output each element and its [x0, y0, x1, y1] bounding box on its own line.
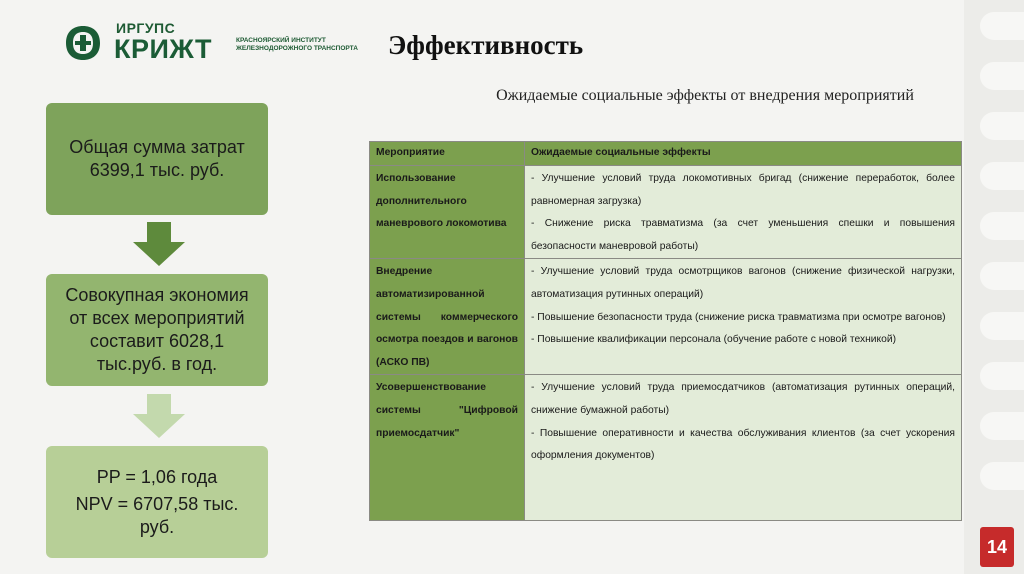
effect-item: - Снижение риска травматизма (за счет уменьшения спешки и повышения безопасности маневровой работы): [531, 218, 955, 252]
total-savings-box: [46, 274, 268, 386]
table-row: [370, 166, 962, 259]
table-cell-event: Усовершенствование системы "Цифровой приемосдатчик": [370, 375, 525, 521]
total-savings-text: Совокупная экономия от всех мероприятий составит 6028,1 тыс.руб. в год.: [65, 285, 249, 374]
table-header-row: [370, 142, 962, 166]
social-effects-table: [369, 141, 962, 521]
effect-item: - Улучшение условий труда осмотрщиков вагонов (снижение физической нагрузки, автоматизация рутинных операций): [531, 266, 955, 300]
effect-item: - Повышение оперативности и качества обслуживания клиентов (за счет ускорения оформления документов): [531, 427, 955, 462]
slide-title: Эффективность: [388, 30, 584, 60]
logo-mark-icon: [62, 23, 104, 63]
table-row: [370, 375, 962, 521]
effect-item: - Повышение безопасности труда (снижение риска травматизма при осмотре вагонов): [531, 311, 946, 323]
table-cell-event: Использование дополнительного маневрового локомотива: [370, 166, 525, 259]
logo-top-text: ИРГУПС: [116, 20, 176, 36]
total-cost-box: [46, 103, 268, 215]
logo-main-text: КРИЖТ: [114, 34, 212, 64]
table-cell-effects: [525, 259, 962, 375]
logo-subtitle: КРАСНОЯРСКИЙ ИНСТИТУТ ЖЕЛЕЗНОДОРОЖНОГО ТРАНСПОРТА: [236, 37, 358, 52]
total-cost-text: Общая сумма затрат 6399,1 тыс. руб.: [69, 137, 245, 180]
npv-text: NPV = 6707,58 тыс. руб.: [75, 493, 239, 537]
payback-period-text: PP = 1,06 года: [96, 466, 218, 487]
down-arrow-icon: [133, 222, 185, 266]
effect-item: - Улучшение условий труда приемосдатчиков (автоматизация рутинных операций, снижение бумажной работы): [531, 382, 955, 416]
column-header-event: Мероприятие: [370, 142, 525, 166]
effect-item: - Улучшение условий труда локомотивных бригад (снижение переработок, более равномерная загрузка): [531, 173, 955, 207]
down-arrow-icon: [133, 394, 185, 438]
table-row: [370, 259, 962, 375]
table-cell-effects: [525, 166, 962, 259]
table-caption: Ожидаемые социальные эффекты от внедрения мероприятий: [496, 87, 914, 104]
decorative-side-pattern: [964, 0, 1024, 574]
page-number-badge: 14: [980, 527, 1014, 567]
effect-item: - Повышение квалификации персонала (обучение работе с новой техникой): [531, 334, 897, 346]
table-cell-effects: [525, 375, 962, 521]
logo: [62, 20, 362, 66]
column-header-effects: Ожидаемые социальные эффекты: [525, 142, 962, 166]
table-cell-event: Внедрение автоматизированной системы коммерческого осмотра поездов и вагонов (АСКО ПВ): [370, 259, 525, 375]
payback-npv-box: [46, 446, 268, 558]
